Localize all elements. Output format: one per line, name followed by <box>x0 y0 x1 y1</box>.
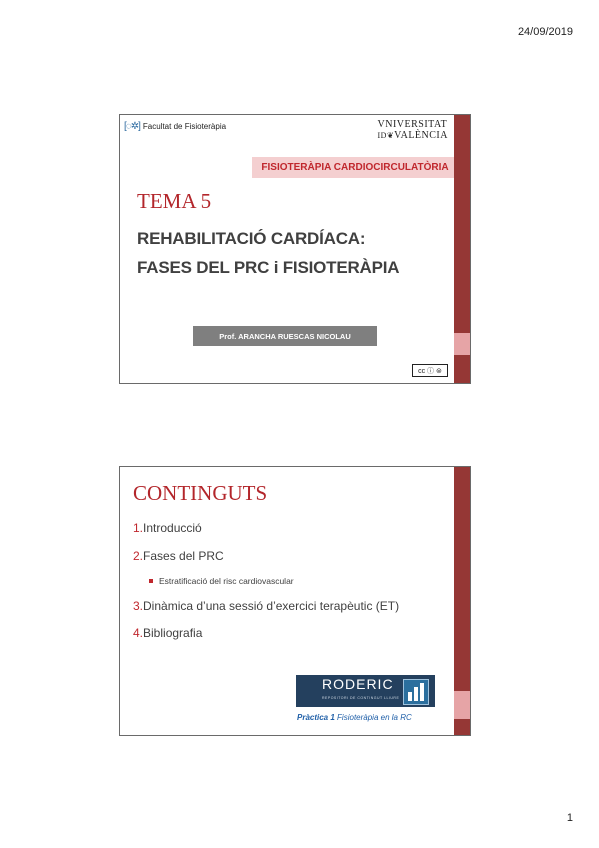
sub-item-text: Estratificació del risc cardiovascular <box>159 576 294 586</box>
item-number: 1. <box>133 521 144 535</box>
strip-accent <box>454 333 470 355</box>
item-text: Bibliografia <box>143 626 203 640</box>
creative-commons-badge-icon: cc ⓘ ⊜ <box>412 364 448 377</box>
university-logo <box>378 119 448 141</box>
list-item <box>133 626 202 640</box>
roderic-building-icon <box>403 679 429 705</box>
roderic-name: RODERIC <box>322 676 394 692</box>
page-number: 1 <box>566 812 573 824</box>
item-text: Introducció <box>143 521 202 535</box>
list-item <box>133 521 202 535</box>
roderic-wordmark <box>322 677 399 705</box>
practica-label: Pràctica 1 <box>297 713 335 722</box>
contents-title: CONTINGUTS <box>133 481 268 505</box>
page-date: 24/09/2019 <box>517 26 573 38</box>
bullet-square-icon <box>149 579 153 583</box>
subject-banner: FISIOTERÀPIA CARDIOCIRCULATÒRIA <box>252 157 458 178</box>
university-name-line1: VNIVERSITAT <box>377 119 448 130</box>
slide-title-line1: REHABILITACIÓ CARDÍACA: <box>137 229 366 248</box>
slide-title-line2: FASES DEL PRC i FISIOTERÀPIA <box>137 258 400 277</box>
item-number: 4. <box>133 626 144 640</box>
list-item <box>133 599 399 613</box>
title-slide <box>119 114 471 384</box>
practica-link[interactable] <box>297 713 412 722</box>
university-name-line2: VALÈNCIA <box>394 130 448 141</box>
item-text: Fases del PRC <box>143 549 224 563</box>
decorative-strip <box>454 467 470 735</box>
practica-text: Fisioteràpia en la RC <box>337 713 412 722</box>
item-text: Dinàmica d’una sessió d’exercici terapèutic (ET) <box>143 599 400 613</box>
sub-list-item <box>149 576 294 586</box>
list-item <box>133 549 224 563</box>
faculty-logo <box>124 121 226 132</box>
item-number: 3. <box>133 599 144 613</box>
item-number: 2. <box>133 549 144 563</box>
decorative-strip <box>454 115 470 383</box>
roderic-subtitle: REPOSITORI DE CONTINGUT LLIURE <box>322 696 400 700</box>
faculty-emblem-icon: [◌✲] <box>124 121 140 132</box>
topic-number: TEMA 5 <box>137 189 212 213</box>
contents-slide <box>119 466 471 736</box>
strip-accent <box>454 691 470 719</box>
university-seal-icon: ID❦ <box>377 131 395 140</box>
roderic-logo[interactable] <box>296 675 435 707</box>
professor-banner: Prof. ARANCHA RUESCAS NICOLAU <box>193 326 377 346</box>
faculty-name: Facultat de Fisioteràpia <box>142 122 227 131</box>
